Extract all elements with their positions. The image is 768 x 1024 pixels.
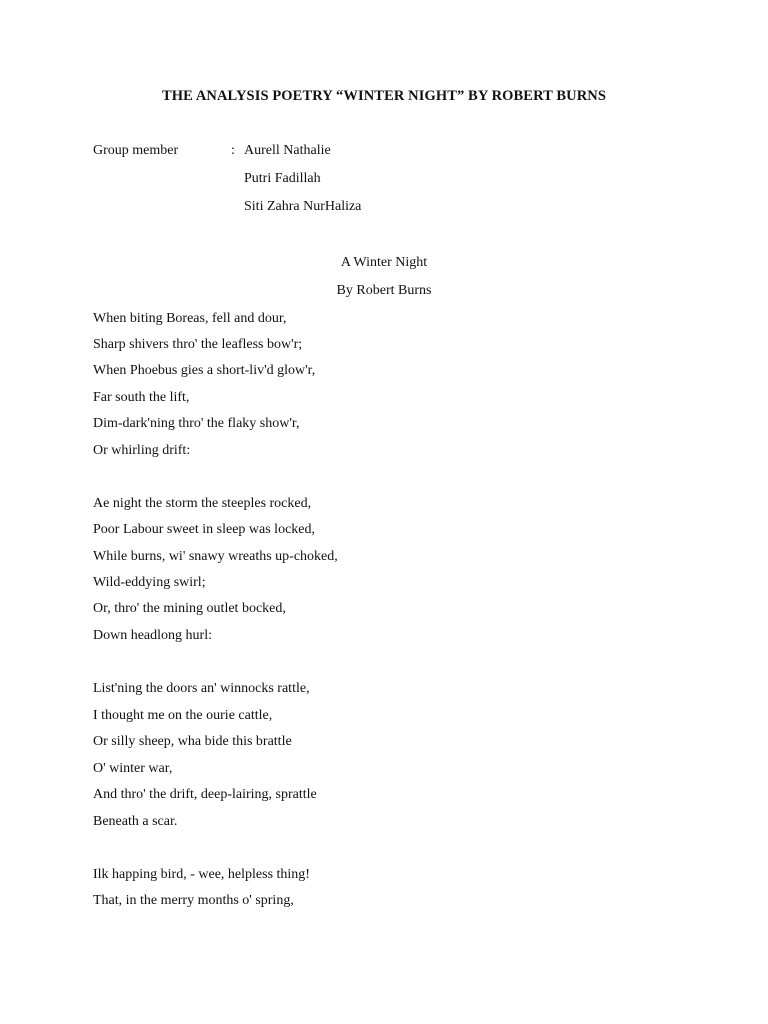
poem-line: While burns, wi' snawy wreaths up-choked, — [93, 549, 338, 564]
poem-line: Or silly sheep, wha bide this brattle — [93, 734, 292, 749]
group-member-name: Putri Fadillah — [244, 171, 321, 186]
poem-author-text: By Robert Burns — [336, 283, 432, 298]
poem-line: Sharp shivers thro' the leafless bow'r; — [93, 337, 303, 352]
group-member-name: Siti Zahra NurHaliza — [244, 199, 362, 214]
poem-line: Ilk happing bird, - wee, helpless thing! — [93, 867, 310, 882]
poem-line: Or whirling drift: — [93, 443, 191, 458]
group-member-name: Aurell Nathalie — [244, 143, 331, 158]
poem-line: Wild-eddying swirl; — [93, 575, 206, 590]
poem-line: That, in the merry months o' spring, — [93, 893, 294, 908]
document-title: THE ANALYSIS POETRY “WINTER NIGHT” BY ROBERT BURNS — [161, 88, 607, 104]
poem-line: When biting Boreas, fell and dour, — [93, 311, 287, 326]
poem-line: And thro' the drift, deep-lairing, sprattle — [93, 787, 317, 802]
poem-line: Poor Labour sweet in sleep was locked, — [93, 522, 315, 537]
group-member-separator: : — [231, 143, 235, 158]
poem-line: Or, thro' the mining outlet bocked, — [93, 601, 286, 616]
poem-line: I thought me on the ourie cattle, — [93, 708, 273, 723]
poem-line: List'ning the doors an' winnocks rattle, — [93, 681, 310, 696]
poem-title — [341, 255, 427, 271]
poem-author — [337, 283, 432, 299]
poem-line: O' winter war, — [93, 761, 173, 776]
poem-title-text: A Winter Night — [340, 255, 428, 270]
group-member-label: Group member — [93, 143, 179, 158]
poem-line: Ae night the storm the steeples rocked, — [93, 496, 312, 511]
poem-line: Far south the lift, — [93, 390, 190, 405]
poem-line: Down headlong hurl: — [93, 628, 212, 643]
poem-line: Dim-dark'ning thro' the flaky show'r, — [93, 416, 300, 431]
poem-line: Beneath a scar. — [93, 814, 178, 829]
poem-line: When Phoebus gies a short-liv'd glow'r, — [93, 363, 316, 378]
